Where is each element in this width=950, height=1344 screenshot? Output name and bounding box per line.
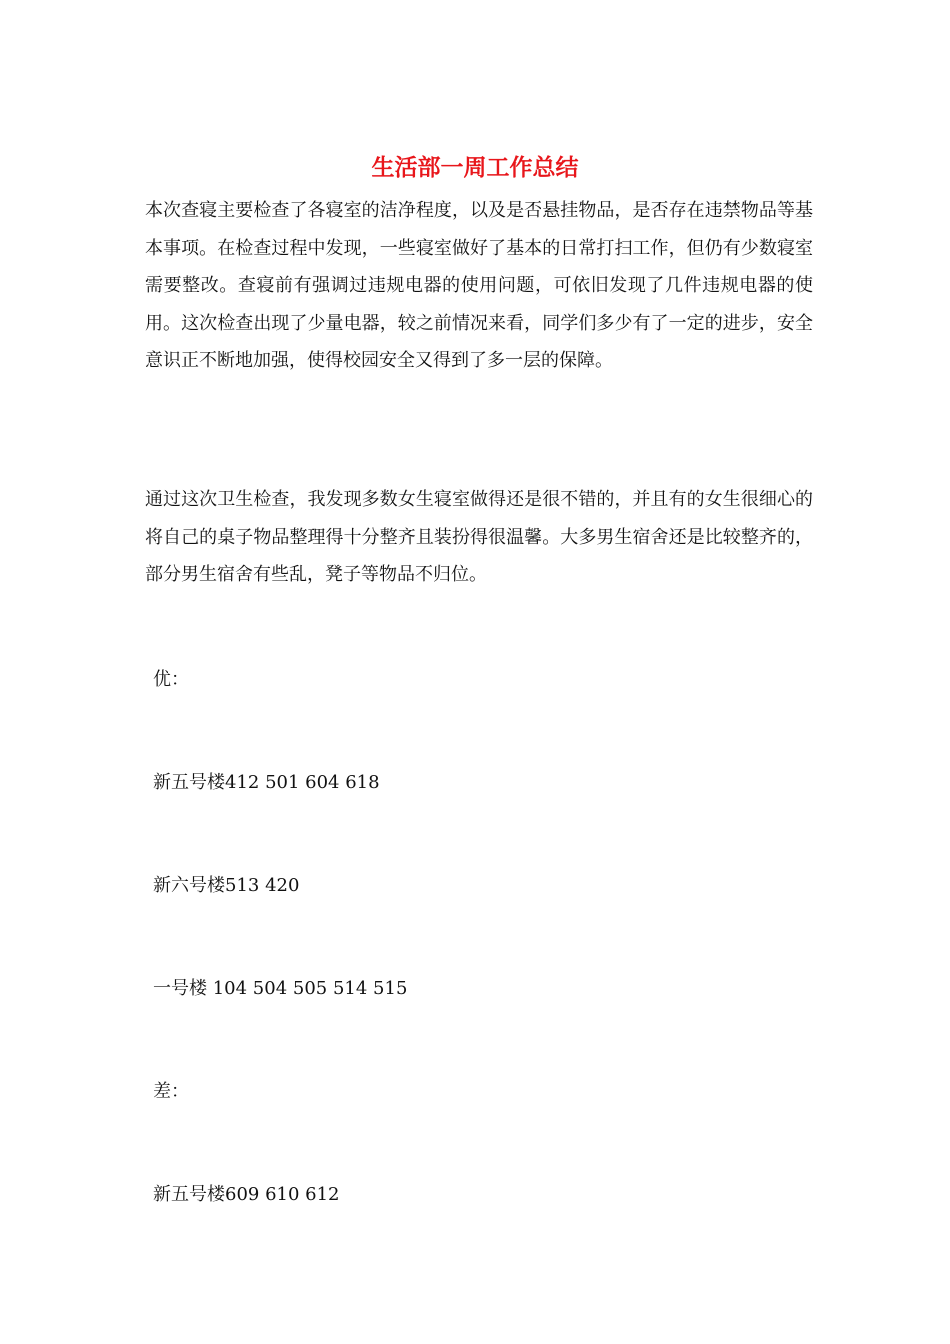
paragraph-inspection-summary: 本次查寝主要检查了各寝室的洁净程度，以及是否悬挂物品，是否存在违禁物品等基本事项。在检查过程中发现，一些寝室做好了基本的日常打扫工作，但仍有少数寝室需要整改。查寝前有强调过违规电器的使用问题，可依旧发现了几件违规电器的使用。这次检查出现了少量电器，较之前情况来看，同学们多少有了一定的进步，安全意识正不断地加强，使得校园安全又得到了多一层的保障。	[145, 200, 813, 371]
good-list-item: 新五号楼412 501 604 618	[153, 772, 380, 793]
paragraph-hygiene-findings: 通过这次卫生检查，我发现多数女生寝室做得还是很不错的，并且有的女生很细心的将自己的桌子物品整理得十分整齐且装扮得很温馨。大多男生宿舍还是比较整齐的，部分男生宿舍有些乱，凳子等物品不归位。	[145, 489, 813, 585]
bad-list-item: 新五号楼609 610 612	[153, 1184, 340, 1205]
good-list-item: 新六号楼513 420	[153, 875, 300, 896]
good-list-item: 一号楼 104 504 505 514 515	[153, 978, 408, 999]
bad-heading: 差：	[153, 1081, 189, 1102]
good-heading: 优：	[153, 669, 189, 690]
document-title: 生活部一周工作总结	[371, 154, 579, 181]
